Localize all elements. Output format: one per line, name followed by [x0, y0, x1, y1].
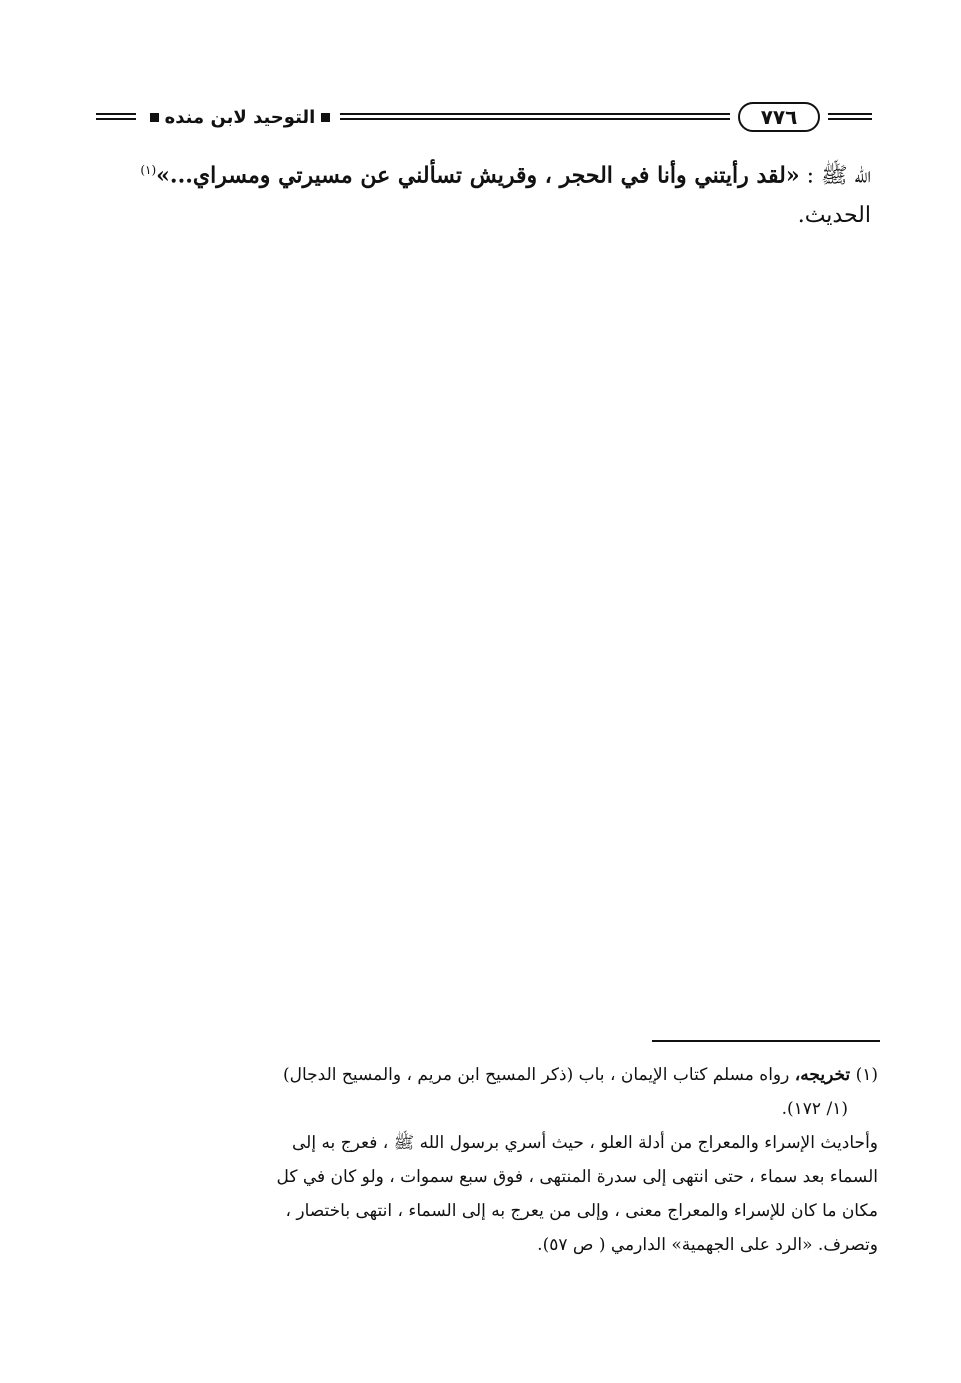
header-rule-middle — [340, 113, 730, 120]
page-number: ٧٧٦ — [738, 102, 820, 132]
footnote-text: رواه مسلم كتاب الإيمان ، باب (ذكر المسيح ابن مريم ، والمسيح الدجال) — [283, 1065, 790, 1085]
footnote-line: مكان ما كان للإسراء والمعراج معنى ، وإلى من يعرج به إلى السماء ، انتهى باختصار ، — [285, 1201, 878, 1221]
running-title-group — [142, 103, 338, 131]
footnote-line — [108, 1058, 878, 1092]
footnote-label: تخريجه، — [794, 1065, 851, 1085]
footnote-marker: (١) — [855, 1065, 878, 1085]
text-prefix: الله ﷺ : — [806, 163, 871, 189]
square-ornament-icon — [150, 113, 159, 122]
text-line — [96, 150, 871, 196]
text-line: الحديث. — [797, 203, 871, 229]
square-ornament-icon — [321, 113, 330, 122]
hadith-quote: «لقد رأيتني وأنا في الحجر ، وقريش تسألني عن مسيرتي ومسراي...» — [156, 162, 800, 189]
main-text — [96, 150, 871, 236]
page-header — [96, 96, 876, 140]
header-rule-left — [96, 113, 136, 120]
footnote-line: (١/ ١٧٢). — [781, 1099, 848, 1119]
running-title: التوحيد لابن منده — [164, 106, 316, 128]
footnotes — [108, 1058, 878, 1262]
footnote-line: السماء بعد سماء ، حتى انتهى إلى سدرة المنتهى ، فوق سبع سموات ، ولو كان في كل — [276, 1167, 878, 1187]
footnote-line: وأحاديث الإسراء والمعراج من أدلة العلو ، حيث أسري برسول الله ﷺ ، فعرج به إلى — [291, 1133, 878, 1153]
footnote-line: وتصرف. «الرد على الجهمية» الدارمي ( ص ٥٧). — [537, 1235, 878, 1255]
footnote-separator — [652, 1040, 880, 1042]
header-rule-right — [828, 113, 872, 120]
footnote-reference: (١) — [140, 163, 157, 177]
